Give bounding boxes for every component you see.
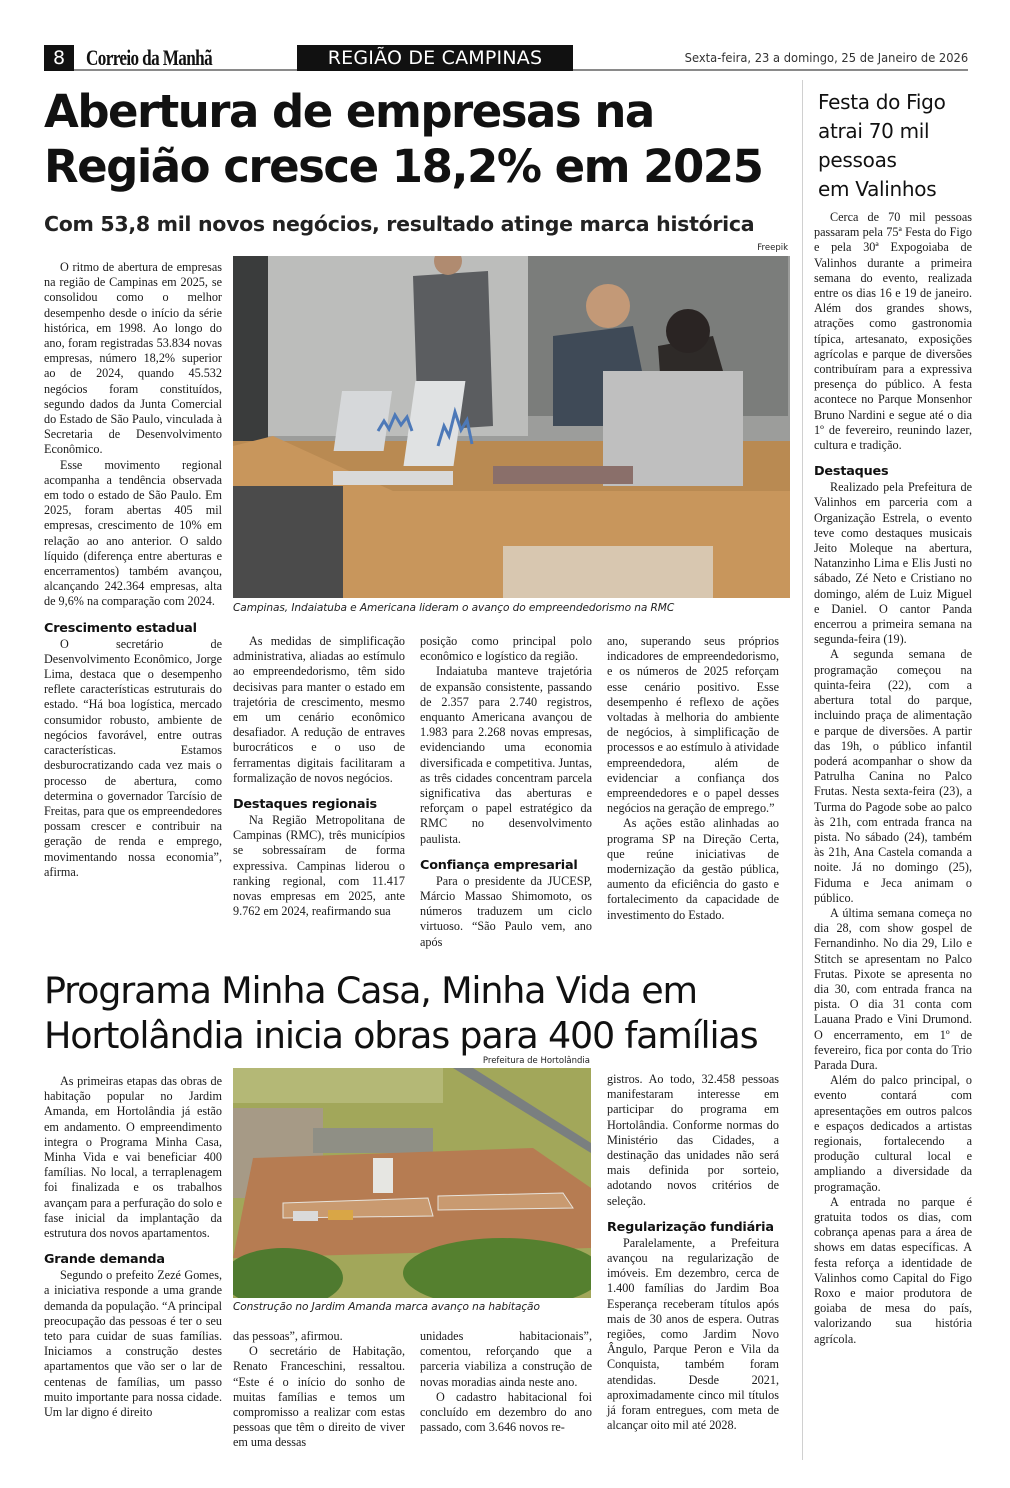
article-column — [420, 634, 592, 950]
section-subheading: Crescimento estadual — [44, 620, 197, 636]
body-paragraph: A última semana começa no dia 28, com show gospel de Fernandinho. No dia 29, Lilo e Stitch se apresentam no Palco Frutas. Pixote se apresenta no dia 30, com entrada franca na pista. O dia 31 conta com Lauana Prado e Vini Drumond. O encerramento, em 1º de fevereiro, fica por conta do Trio Parada Dura. — [814, 905, 972, 1072]
photo-credit: Freepik — [757, 243, 788, 253]
body-paragraph: Indaiatuba manteve trajetória de expansão consistente, passando de 2.357 para 2.740 registros, enquanto Americana avançou de 1.983 para 2.268 novas empresas, evidenciando uma economia diversificada e competitiva. Juntas, as três cidades concentram parcela significativa das aberturas e reforçam o papel estratégico da RMC no desenvolvimento paulista. — [420, 664, 592, 846]
body-paragraph: As medidas de simplificação administrativa, aliadas ao estímulo ao empreendedorismo, têm sido decisivas para manter o estado em trajetória de crescimento, mesmo em um cenário econômico desafiador. A redução de entraves burocráticos e o uso de ferramentas digitais facilitaram a formalização de novos negócios. — [233, 634, 405, 785]
body-paragraph: As primeiras etapas das obras de habitação popular no Jardim Amanda, em Hortolândia já estão em andamento. O empreendimento integra o Programa Minha Casa, Minha Vida e vai beneficiar 400 famílias. No local, a terraplenagem foi finalizada e os trabalhos avançam para a perfuração do solo e fase inicial da implantação da estrutura dos novos apartamentos. — [44, 1074, 222, 1241]
column-divider — [802, 80, 803, 1460]
body-paragraph: A entrada no parque é gratuita todos os dias, com cobrança apenas para a área de shows em datas específicas. A festa reforça a identidade de Valinhos como Capital do Figo Roxo e maior produtora de goiaba de mesa do país, valorizando sua história agrícola. — [814, 1194, 972, 1346]
article-headline-minha-casa-minha-vida — [44, 968, 804, 1058]
meeting-photo — [233, 256, 790, 598]
article-column — [607, 1072, 779, 1433]
page-number: 8 — [44, 45, 74, 71]
article-column — [44, 1074, 222, 1420]
headline-line: Festa do Figo — [818, 90, 946, 114]
newspaper-logo: Correio da Manhã — [86, 45, 213, 70]
body-paragraph: Esse movimento regional acompanha a tendência observada em todo o estado de São Paulo. Em 2025, foram abertas 405 mil empresas, crescimento de 10% em relação ao ano anterior. O saldo líquido (diferença entre aberturas e encerramentos) também avançou, alcançando 242.364 empresas, alta de 9,6% na comparação com 2024. — [44, 457, 222, 609]
section-subheading: Confiança empresarial — [420, 857, 578, 873]
body-paragraph: posição como principal polo econômico e logístico da região. — [420, 634, 592, 664]
sidebar-headline-festa-do-figo — [818, 88, 978, 204]
edition-date: Sexta-feira, 23 a domingo, 25 de Janeiro de 2026 — [684, 50, 968, 65]
article-column — [233, 1329, 405, 1451]
headline-line: em Valinhos — [818, 177, 937, 201]
article-column — [233, 634, 405, 919]
page-header — [44, 45, 968, 71]
body-paragraph: A segunda semana de programação começou na quinta-feira (22), com a abertura total do parque, incluindo praça de alimentação e parque de diversões. A partir das 19h, o público infantil poderá acompanhar o show da Patrulha Canina no Palco Frutas. Nesta sexta-feira (23), a Turma do Pagode sobe ao palco às 21h, com entrada franca na pista. No sábado (24), também às 21h, Ana Castela comanda a noite. Já no domingo (25), Fiduma e Jeca animam o público. — [814, 647, 972, 905]
photo-credit: Prefeitura de Hortolândia — [482, 1056, 590, 1066]
headline-line: atrai 70 mil — [818, 119, 930, 143]
body-paragraph: O secretário de Desenvolvimento Econômico, Jorge Lima, destaca que o desempenho reflete características estruturais do estado. “Há boa logística, mercado consumidor robusto, ambiente de negócios favorável, entre outras características. Estamos desburocratizando cada vez mais o processo de abertura, como determina o governador Tarcísio de Freitas, para que os empreendedores possam crescer e contribuir na geração de renda e emprego, movimentando nossa economia”, afirma. — [44, 636, 222, 879]
section-label: REGIÃO DE CAMPINAS — [297, 45, 573, 71]
body-paragraph: Na Região Metropolitana de Campinas (RMC), três municípios se sobressaíram de forma expressiva. Campinas liderou o ranking regional, com 11.417 novas empresas em 2025, ante 9.762 em 2024, reafirmando sua — [233, 813, 405, 919]
body-paragraph: O ritmo de abertura de empresas na região de Campinas em 2025, se consolidou como o melhor desempenho desde o início da série histórica, em 1998. Ao longo do ano, foram registradas 53.834 novas empresas, número 18,2% superior ao de 2024, quando 45.532 negócios foram constituídos, segundo dados da Junta Comercial do Estado de São Paulo, vinculada à Secretaria de Desenvolvimento Econômico. — [44, 260, 222, 457]
article-subheadline: Com 53,8 mil novos negócios, resultado atinge marca histórica — [44, 212, 755, 236]
body-paragraph: Paralelamente, a Prefeitura avançou na regularização de imóveis. Em dezembro, cerca de 1.400 famílias do Jardim Boa Esperança receberam títulos após mais de 30 anos de espera. Outras regiões, como Jardim Novo Ângulo, Parque Peron e Vila da Conquista, também foram atendidas. Desde 2021, aproximadamente cinco mil títulos já foram entregues, com meta de alcançar oito mil até 2028. — [607, 1235, 779, 1433]
body-paragraph: Para o presidente da JUCESP, Márcio Massao Shimomoto, os números traduzem um ciclo virtuoso. “São Paulo vem, ano após — [420, 873, 592, 949]
headline-line: Abertura de empresas na — [44, 85, 654, 138]
article-headline-business-openings — [44, 84, 804, 194]
section-subheading: Destaques — [814, 464, 889, 480]
photo-caption: Construção no Jardim Amanda marca avanço na habitação — [233, 1301, 540, 1313]
body-paragraph: ano, superando seus próprios indicadores de empreendedorismo, e os números de 2025 reforçam esse cenário positivo. Esse desempenho é reflexo de ações voltadas à melhoria do ambiente de negócios, à simplificação de processos e ao estímulo à atividade empreendedora, além de evidenciar a confiança dos empreendedores e o papel desses negócios na geração de emprego.” — [607, 634, 779, 816]
section-subheading: Regularização fundiária — [607, 1219, 774, 1235]
construction-site-photo — [233, 1068, 591, 1298]
section-subheading: Grande demanda — [44, 1252, 165, 1268]
article-column — [607, 634, 779, 923]
body-paragraph: Além do palco principal, o evento contará com apresentações em outros palcos e espaços dedicados a artistas regionais, fortalecendo a produção cultural local e ampliando a diversidade da programação. — [814, 1073, 972, 1194]
sidebar-column — [814, 210, 972, 1347]
photo-caption: Campinas, Indaiatuba e Americana lideram o avanço do empreendedorismo na RMC — [233, 602, 675, 614]
body-paragraph: Cerca de 70 mil pessoas passaram pela 75ª Festa do Figo e pela 30ª Expogoiaba de Valinhos durante a primeira semana do evento, realizada entre os dias 16 e 19 de janeiro. Além dos grandes shows, atrações como gastronomia típica, artesanato, exposições agrícolas e parque de diversões contribuíram para a expressiva presença do público. A festa acontece no Parque Monsenhor Bruno Nardini e segue até o dia 1º de fevereiro, reunindo lazer, cultura e tradição. — [814, 210, 972, 453]
article-column — [420, 1329, 592, 1435]
body-paragraph: Realizado pela Prefeitura de Valinhos em parceria com a Organização Estrela, o evento teve como destaques musicais Jeito Moleque na abertura, Natanzinho Lima e Elis Justi no sábado, Zé Neto e Cristiano no domingo, além de Luiz Miguel e Daniel. O cantor Panda encerrou a primeira semana na segunda-feira (19). — [814, 480, 972, 647]
headline-line: Hortolândia inicia obras para 400 famílias — [44, 1014, 758, 1057]
body-paragraph: As ações estão alinhadas ao programa SP na Direção Certa, que reúne iniciativas de modernização da gestão pública, aumento da eficiência do gasto e fortalecimento da capacidade de investimento do Estado. — [607, 816, 779, 922]
article-column — [44, 260, 222, 880]
headline-line: Programa Minha Casa, Minha Vida em — [44, 969, 697, 1012]
section-subheading: Destaques regionais — [233, 797, 377, 813]
body-paragraph: unidades habitacionais”, comentou, reforçando que a parceria viabiliza a construção de novas moradias ainda neste ano. — [420, 1329, 592, 1389]
headline-line: Região cresce 18,2% em 2025 — [44, 140, 763, 193]
body-paragraph: das pessoas”, afirmou. — [233, 1329, 343, 1343]
construction-site-illustration — [233, 1068, 591, 1298]
headline-line: pessoas — [818, 148, 897, 172]
body-paragraph: O cadastro habitacional foi concluído em dezembro do ano passado, com 3.646 novos re- — [420, 1389, 592, 1435]
body-paragraph: O secretário de Habitação, Renato Franceschini, ressaltou. “Este é o início do sonho de muitas famílias e temos um compromisso a realizar com estas pessoas que têm o direito de viver em uma dessas — [233, 1344, 405, 1450]
meeting-photo-illustration — [233, 256, 790, 598]
body-paragraph: gistros. Ao todo, 32.458 pessoas manifestaram interesse em participar do programa em Hortolândia. Conforme normas do Ministério das Cidades, a destinação das unidades não será mais definida por sorteio, adotando novos critérios de seleção. — [607, 1072, 779, 1208]
body-paragraph: Segundo o prefeito Zezé Gomes, a iniciativa responde a uma grande demanda da população. “A principal preocupação das pessoas é ter o seu teto para cuidar de suas famílias. Iniciamos a construção destes apartamentos que vão ser o lar de centenas de famílias, um passo muito importante para nossa cidade. Um lar digno é direito — [44, 1268, 222, 1420]
